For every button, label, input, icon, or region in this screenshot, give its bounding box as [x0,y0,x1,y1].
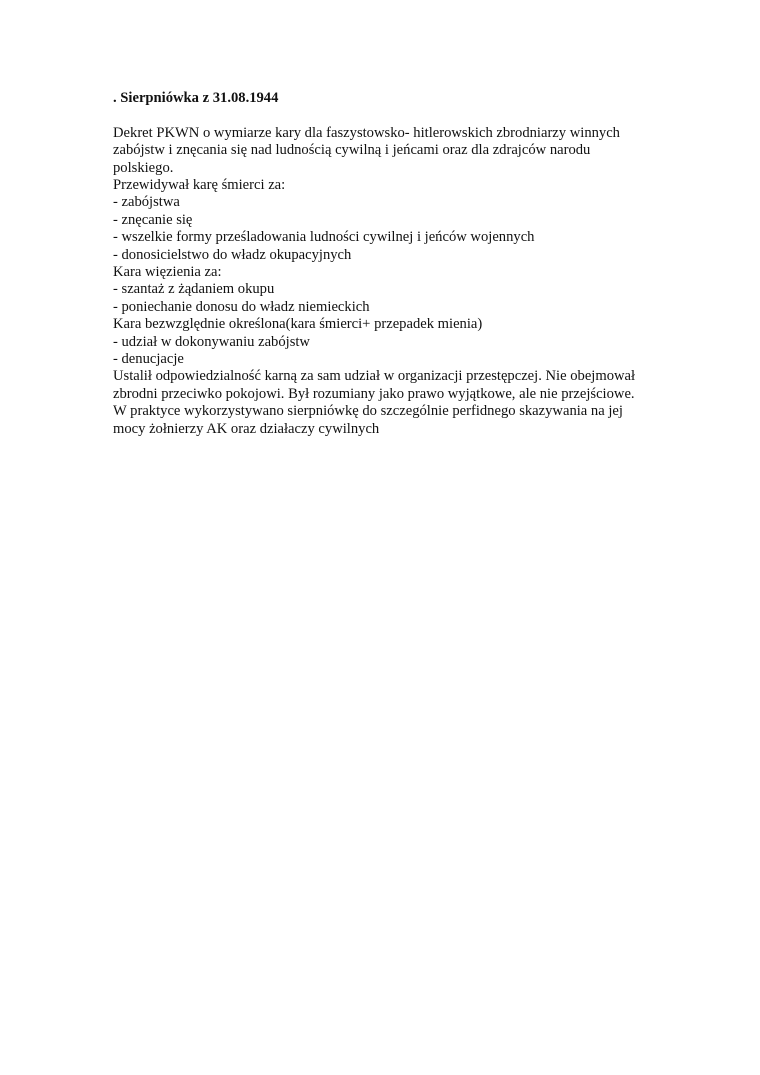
list-item: - znęcanie się [113,211,193,228]
list-item: - zabójstwa [113,194,180,211]
text-line: Kara więzienia za: [113,264,222,281]
text-line: Ustalił odpowiedzialność karną za sam udział w organizacji przestępczej. Nie obejmował [113,368,636,385]
list-item: - poniechanie donosu do władz niemieckich [113,298,370,315]
list-item: - wszelkie formy prześladowania ludności cywilnej i jeńców wojennych [113,229,535,246]
text-line: polskiego. [113,159,174,176]
list-item: - donosicielstwo do władz okupacyjnych [113,246,352,263]
list-item: - udział w dokonywaniu zabójstw [113,333,310,350]
text-line: Kara bezwzględnie określona(kara śmierci+ przepadek mienia) [113,316,483,333]
document-title: . Sierpniówka z 31.08.1944 [113,90,279,106]
text-line: mocy żołnierzy AK oraz działaczy cywilnych [113,420,380,437]
document-body [113,90,673,438]
text-line: zbrodni przeciwko pokojowi. Był rozumiany jako prawo wyjątkowe, ale nie przejściowe. [113,385,635,402]
blank-line [113,107,673,124]
list-item: - szantaż z żądaniem okupu [113,281,275,298]
text-line: W praktyce wykorzystywano sierpniówkę do szczególnie perfidnego skazywania na jej [113,403,623,420]
text-line: zabójstw i znęcania się nad ludnością cywilną i jeńcami oraz dla zdrajców narodu [113,142,591,159]
list-item: - denucjacje [113,351,184,368]
text-line: Przewidywał karę śmierci za: [113,177,286,193]
text-line: Dekret PKWN o wymiarze kary dla faszystowsko- hitlerowskich zbrodniarzy winnych [113,124,620,141]
